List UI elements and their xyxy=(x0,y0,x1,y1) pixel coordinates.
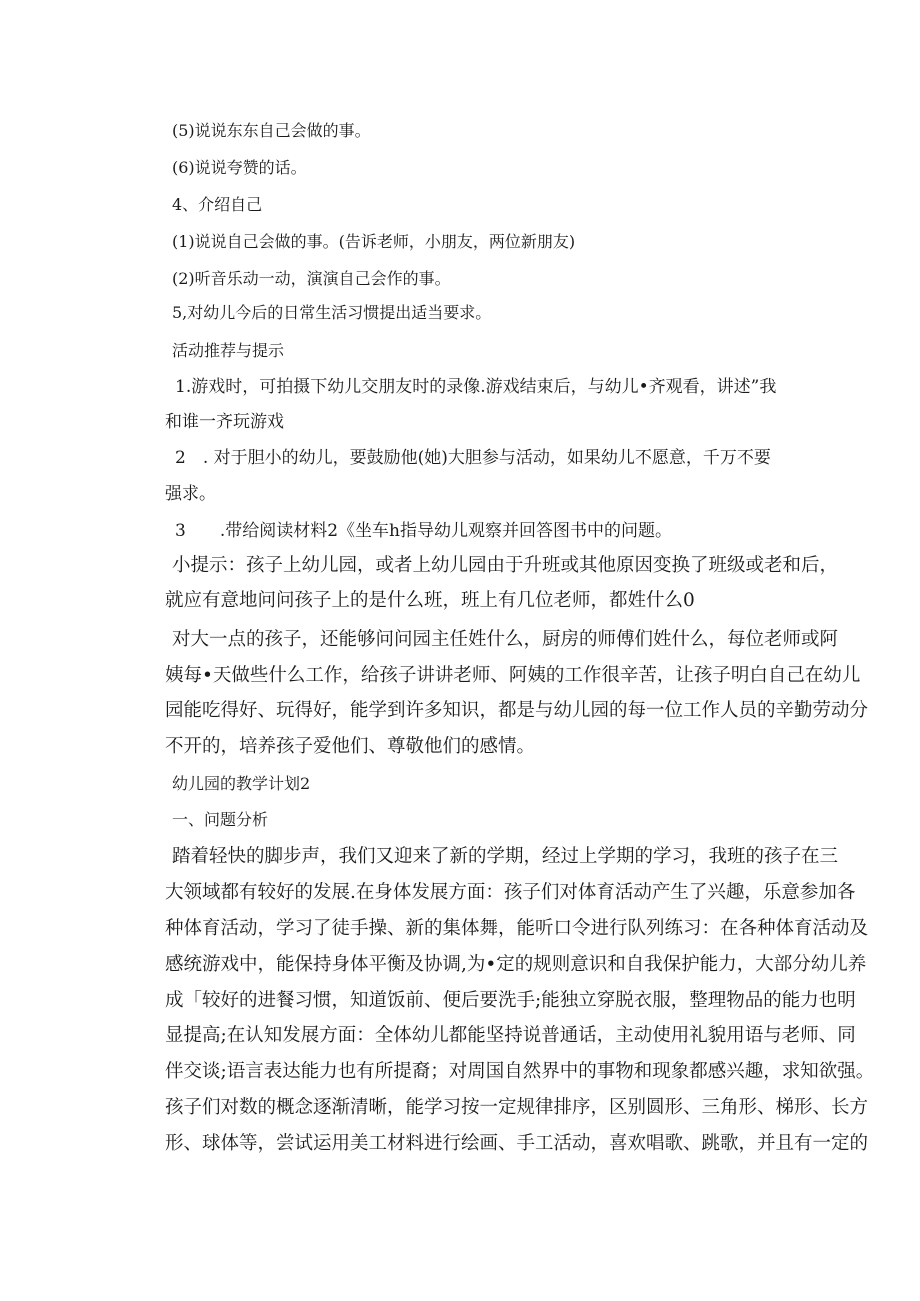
paragraph-line: 感统游戏中，能保持身体平衡及协调,为•定的规则意识和自我保护能力，大部分幼儿养 xyxy=(165,954,867,975)
list-item: (5)说说东东自己会做的事。 xyxy=(172,121,371,140)
plan-title: 幼儿园的教学计划2 xyxy=(172,774,311,793)
paragraph-line: 姨每•天做些什么工作，给孩子讲讲老师、阿姨的工作很辛苦，让孩子明白自己在幼儿 xyxy=(165,665,861,686)
paragraph-line: 大领域都有较好的发展.在身体发展方面：孩子们对体育活动产生了兴趣，乐意参加各 xyxy=(165,882,856,903)
paragraph-line: 园能吃得好、玩得好，能学到许多知识，都是与幼儿园的每一位工作人员的辛勤劳动分 xyxy=(165,700,869,721)
tip-line: 1.游戏时，可拍摄下幼儿交朋友时的录像.游戏结束后，与幼儿•齐观看，讲述”我 xyxy=(175,377,777,397)
section-heading: 一、问题分析 xyxy=(172,810,269,829)
paragraph-line: 踏着轻快的脚步声，我们又迎来了新的学期，经过上学期的学习，我班的孩子在三 xyxy=(172,846,839,867)
section-heading: 活动推荐与提示 xyxy=(172,341,285,360)
tip-line: 和谁一齐玩游戏 xyxy=(165,412,284,432)
paragraph-line: 就应有意地问问孩子上的是什么班，班上有几位老师，都姓什么0 xyxy=(165,590,695,611)
paragraph-line: 小提示：孩子上幼儿园，或者上幼儿园由于升班或其他原因变换了班级或老和后， xyxy=(172,555,839,576)
paragraph-line: 对大一点的孩子，还能够问问园主任姓什么，厨房的师傅们姓什么，每位老师或阿 xyxy=(172,629,839,650)
tip-line: 3 .带给阅读材料2《坐车h指导幼儿观察并回答图书中的问题。 xyxy=(175,521,672,541)
paragraph-line: 形、球体等，尝试运用美工材料进行绘画、手工活动，喜欢唱歌、跳歌，并且有一定的 xyxy=(165,1133,869,1154)
paragraph-line: 孩子们对数的概念逐渐清晰，能学习按一定规律排序，区别圆形、三角形、梯形、长方 xyxy=(165,1097,869,1118)
paragraph-line: 伴交谈;语言表达能力也有所提裔；对周国自然界中的事物和现象都感兴趣，求知欲强。 xyxy=(165,1061,875,1082)
list-item: (2)听音乐动一动，演演自己会作的事。 xyxy=(172,269,451,288)
tip-line: 强求。 xyxy=(165,484,216,504)
step-heading: 4、介绍自己 xyxy=(172,195,263,214)
list-item: (1)说说自己会做的事。(告诉老师，小朋友，两位新朋友) xyxy=(172,232,576,251)
paragraph-line: 成「较好的进餐习惯，知道饭前、便后要洗手;能独立穿脱衣服，整理物品的能力也明 xyxy=(165,990,856,1011)
step-heading: 5,对幼儿今后的日常生活习惯提出适当要求。 xyxy=(172,303,492,322)
list-item: (6)说说夸赞的话。 xyxy=(172,158,307,177)
paragraph-line: 不开的，培养孩子爱他们、尊敬他们的感情。 xyxy=(165,736,536,757)
paragraph-line: 种体育活动，学习了徒手操、新的集体舞，能听口令进行队列练习：在各种体育活动及 xyxy=(165,918,869,939)
paragraph-line: 显提高;在认知发展方面：全体幼儿都能坚持说普通话，主动使用礼貌用语与老师、同 xyxy=(165,1025,856,1046)
tip-line: 2 . 对于胆小的幼儿，要鼓励他(她)大胆参与活动，如果幼儿不愿意，千万不要 xyxy=(175,448,771,468)
